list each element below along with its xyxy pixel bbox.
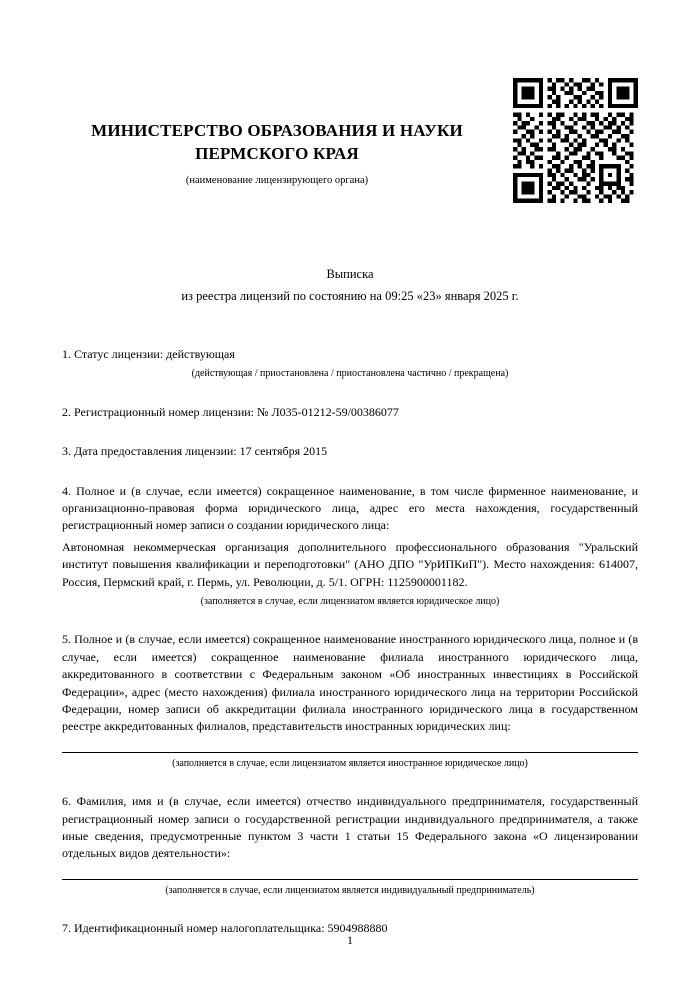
foreign-legal-entity-divider <box>62 752 638 753</box>
section-individual-entrepreneur <box>62 793 638 898</box>
section-registration-number <box>62 404 638 421</box>
document-header <box>62 0 492 186</box>
page-number: 1 <box>347 933 353 947</box>
taxpayer-number-text: 7. Идентификационный номер налогоплательщика: 5904988880 <box>62 921 388 936</box>
registration-number-text: 2. Регистрационный номер лицензии: № Л035-01212-59/00386077 <box>62 404 399 419</box>
document-title-line2: из реестра лицензий по состоянию на 09:25 «23» января 2025 г. <box>181 288 519 303</box>
licensing-authority-caption: (наименование лицензирующего органа) <box>185 174 369 186</box>
legal-entity-label: 4. Полное и (в случае, если имеется) сокращенное наименование, в том числе фирменное наименование, и организационно-правовая форма юридического лица, адрес его места нахождения, государственный регистрационный номер записи о создании юридического лица: <box>62 483 638 533</box>
section-license-status <box>62 346 638 382</box>
section-legal-entity <box>62 483 638 610</box>
section-issue-date <box>62 443 638 460</box>
section-foreign-legal-entity <box>62 631 638 771</box>
individual-entrepreneur-divider <box>62 879 638 880</box>
licensing-authority-name: МИНИСТЕРСТВО ОБРАЗОВАНИЯ И НАУКИ ПЕРМСКОГО КРАЯ <box>91 121 463 163</box>
legal-entity-value: Автономная некоммерческая организация дополнительного профессионального образования "Уральский институт повышения квалификации и переподготовки" (АНО ДПО "УрИПКиП"). Место нахождения: 614007, Россия, Пермский край, г. Пермь, ул. Революции, д. 5/1. ОГРН: 1125900001182. <box>62 539 638 589</box>
qr-code-icon <box>513 78 638 203</box>
legal-entity-hint: (заполняется в случае, если лицензиатом является юридическое лицо) <box>200 595 500 607</box>
individual-entrepreneur-hint: (заполняется в случае, если лицензиатом является индивидуальный предприниматель) <box>165 884 535 896</box>
document-title-line1: Выписка <box>326 266 374 281</box>
license-status-text: 1. Статус лицензии: действующая <box>62 346 235 361</box>
foreign-legal-entity-label: 5. Полное и (в случае, если имеется) сокращенное наименование иностранного юридического лица, полное и (в случае, если имеется) сокращенное наименование филиала иностранного юридического лица, аккредитованного в соответствии с Федеральным законом «Об иностранных инвестициях в Российской Федерации», адрес (место нахождения) филиала иностранного юридического лица на территории Российской Федерации, номер записи об аккредитации филиала иностранного юридического лица в государственном реестре аккредитованных филиалов, представительств иностранных юридических лиц: <box>62 632 638 734</box>
document-title <box>62 264 638 306</box>
issue-date-text: 3. Дата предоставления лицензии: 17 сентября 2015 <box>62 444 328 459</box>
individual-entrepreneur-label: 6. Фамилия, имя и (в случае, если имеется) отчество индивидуального предпринимателя, государственный регистрационный номер записи о государственной регистрации индивидуального предпринимателя, а также иные сведения, предусмотренные пунктом 3 части 1 статьи 15 Федерального закона «О лицензировании отдельных видов деятельности»: <box>62 794 638 861</box>
license-status-hint: (действующая / приостановлена / приостановлена частично / прекращена) <box>191 368 509 380</box>
foreign-legal-entity-hint: (заполняется в случае, если лицензиатом является иностранное юридическое лицо) <box>172 757 528 769</box>
